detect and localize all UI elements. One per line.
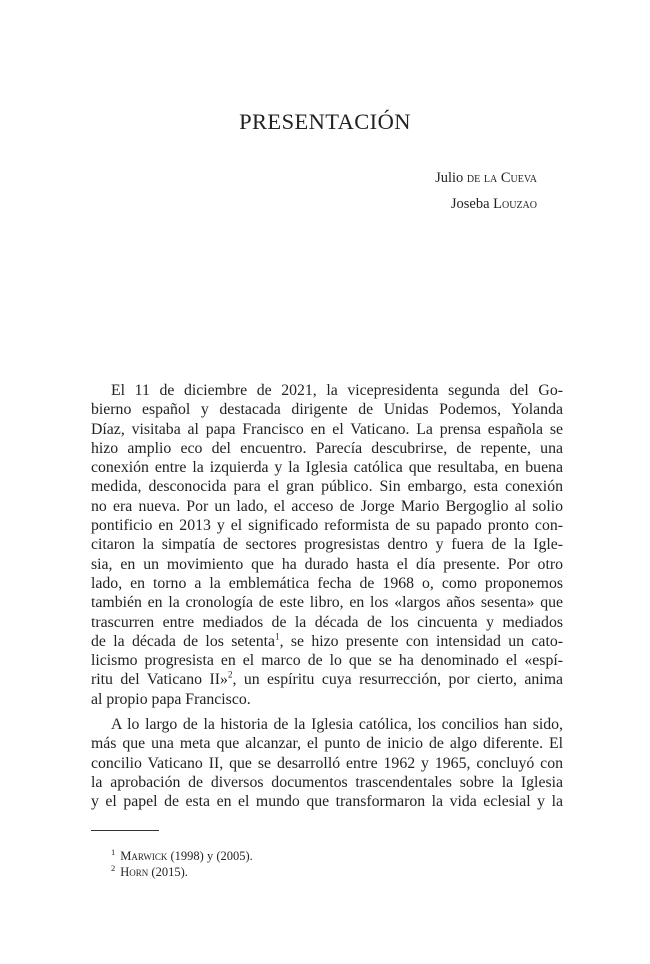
text-line: la aprobación de diversos documentos trascendentales sobre la Iglesia — [91, 773, 563, 791]
body-text — [91, 381, 563, 812]
text-line: al propio papa Francisco. — [91, 690, 251, 708]
text-line: A lo largo de la historia de la Iglesia católica, los concilios han sido, — [111, 716, 563, 734]
text-line: Díaz, visitaba al papa Francisco en el Vaticano. La prensa española se — [91, 420, 563, 438]
text-line: trascurren entre mediados de la década de los cincuenta y mediados — [91, 613, 563, 631]
paragraph — [91, 381, 563, 709]
text-line: y el papel de esta en el mundo que transformaron la vida eclesial y la — [91, 793, 563, 811]
author-list — [435, 165, 537, 217]
footnote-marker: 1 — [275, 631, 280, 642]
text-line: citaron la simpatía de sectores progresistas dentro y fuera de la Igle- — [91, 536, 563, 554]
author-first-name: Joseba — [450, 196, 490, 212]
text-fragment: de la década de los setenta — [91, 632, 276, 650]
text-fragment: , se hizo presente con intensidad un cato- — [279, 632, 563, 650]
footnote — [111, 848, 253, 864]
text-line: también en la cronología de este libro, en los «largos años sesenta» que — [91, 594, 563, 612]
text-line: conexión entre la izquierda y la Iglesia católica que resultaba, en buena — [91, 459, 563, 477]
text-line: bierno español y destacada dirigente de Unidas Podemos, Yolanda — [91, 401, 563, 419]
text-line: sia, en un movimiento que ha durado hasta el día presente. Por otro — [91, 555, 563, 573]
author-surname: Louzao — [493, 196, 537, 212]
text-line: hizo amplio eco del encuentro. Parecía descubrirse, de repente, una — [91, 439, 563, 457]
author-first-name: Julio — [435, 170, 464, 186]
author-name — [435, 191, 537, 217]
footnote-marker: 2 — [227, 670, 233, 681]
footnote-ref: (2015). — [151, 865, 188, 879]
text-line: pontificio en 2013 y el significado reformista de su papado pronto con- — [91, 517, 563, 535]
paragraph — [91, 715, 563, 811]
text-line: licismo progresista en el marco de lo que se ha denominado el «espí- — [91, 652, 563, 670]
footnote — [111, 864, 253, 880]
text-line: medida, desconocida para el gran público. Sin embargo, esta conexión — [91, 478, 563, 496]
author-name — [435, 165, 537, 191]
text-fragment: ritu del Vaticano II» — [91, 671, 228, 689]
footnote-separator — [91, 830, 159, 831]
text-line — [91, 670, 563, 689]
author-surname: de la Cueva — [466, 170, 537, 186]
text-line: El 11 de diciembre de 2021, la vicepresidenta segunda del Go- — [111, 382, 563, 399]
footnotes — [111, 848, 253, 880]
chapter-title: PRESENTACIÓN — [239, 109, 411, 134]
footnote-number: 2 — [111, 862, 116, 873]
footnote-author: Horn — [120, 865, 149, 879]
text-line: concilio Vaticano II, que se desarrolló entre 1962 y 1965, concluyó con — [91, 754, 563, 772]
text-line: no era nueva. Por un lado, el acceso de Jorge Mario Bergoglio al solio — [91, 497, 563, 515]
text-line: más que una meta que alcanzar, el punto de inicio de algo diferente. El — [91, 735, 563, 753]
text-line — [91, 632, 563, 651]
footnote-author: Marwick — [120, 849, 168, 863]
footnote-ref: (1998) y (2005). — [170, 849, 253, 863]
text-line: lado, en torno a la emblemática fecha de 1968 o, como proponemos — [91, 574, 563, 592]
text-fragment: , un espíritu cuya resurrección, por cierto, anima — [232, 671, 563, 689]
footnote-number: 1 — [111, 846, 116, 857]
